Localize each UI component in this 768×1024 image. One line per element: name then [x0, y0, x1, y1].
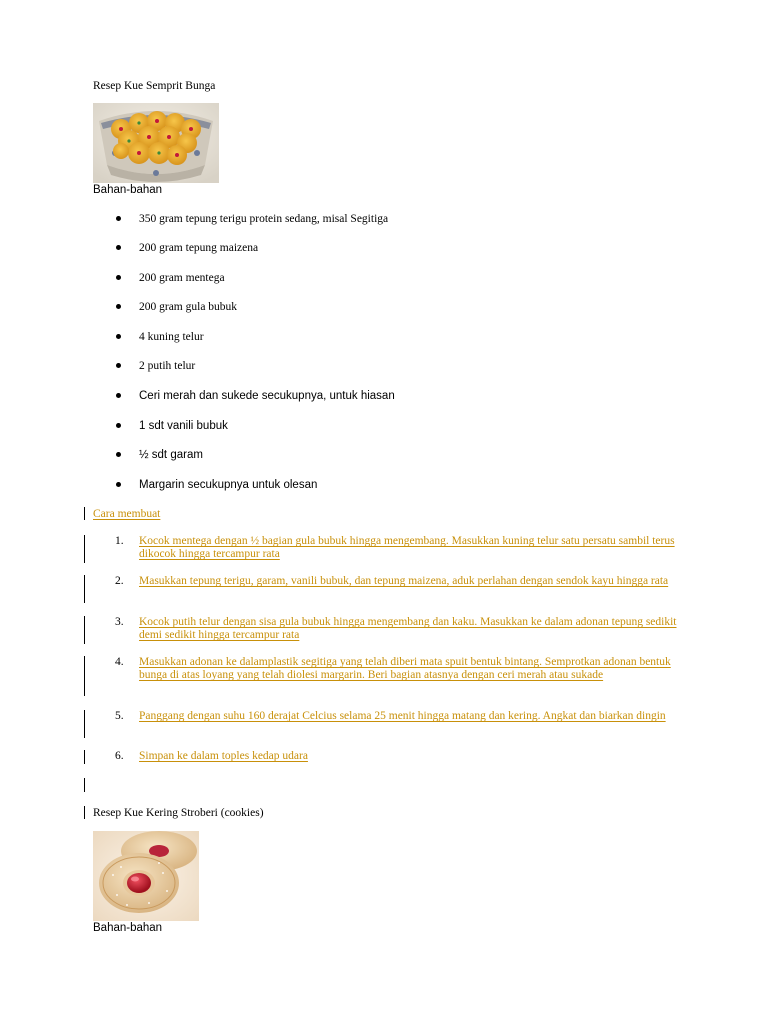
- ingredient-item: Margarin secukupnya untuk olesan: [0, 478, 600, 494]
- recipe2-photo: [93, 831, 199, 921]
- step-link[interactable]: Masukkan tepung terigu, garam, vanili bubuk, dan tepung maizena, aduk perlahan dengan sendok kayu hingga rata: [139, 575, 669, 587]
- bullet-icon: [116, 482, 121, 487]
- bullet-icon: [116, 304, 121, 309]
- step-link[interactable]: Simpan ke dalam toples kedap udara: [139, 750, 308, 762]
- bullet-icon: [116, 423, 121, 428]
- semprit-cookies-image: [93, 103, 219, 183]
- ingredient-item: 4 kuning telur: [0, 330, 600, 346]
- ingredient-item: 200 gram mentega: [0, 271, 600, 287]
- recipe1-photo: [93, 103, 219, 183]
- recipe1-title: Resep Kue Semprit Bunga: [93, 80, 216, 92]
- step-link[interactable]: Masukkan adonan ke dalamplastik segitiga yang telah diberi mata spuit bentuk bintang. Semprotkan adonan bentuk bunga di atas loyang yang telah diolesi margarin. Beri bagian atasnya dengan ceri merah atau sukade: [139, 656, 671, 681]
- bullet-icon: [116, 245, 121, 250]
- step-link[interactable]: Panggang dengan suhu 160 derajat Celcius selama 25 menit hingga matang dan kering. Angkat dan biarkan dingin: [139, 710, 666, 722]
- ingredient-item: 200 gram gula bubuk: [0, 300, 600, 316]
- ingredient-item: 2 putih telur: [0, 359, 600, 375]
- ingredient-item: 200 gram tepung maizena: [0, 241, 600, 257]
- recipe2-ingredients-heading: Bahan-bahan: [93, 922, 163, 934]
- bullet-icon: [116, 393, 121, 398]
- change-bar: [84, 616, 85, 644]
- change-bar: [84, 575, 85, 603]
- method-heading-link[interactable]: Cara membuat: [93, 508, 161, 520]
- recipe2-title: Resep Kue Kering Stroberi (cookies): [93, 807, 264, 819]
- change-bar: [84, 535, 85, 563]
- bullet-icon: [116, 452, 121, 457]
- ingredient-item: 350 gram tepung terigu protein sedang, misal Segitiga: [0, 212, 600, 228]
- ingredient-item: 1 sdt vanili bubuk: [0, 419, 600, 435]
- step-link[interactable]: Kocok mentega dengan ½ bagian gula bubuk hingga mengembang. Masukkan kuning telur satu persatu sambil terus dikocok hingga tercampur rata: [139, 535, 675, 560]
- strawberry-cookie-image: [93, 831, 199, 921]
- bullet-icon: [116, 216, 121, 221]
- bullet-icon: [116, 334, 121, 339]
- recipe1-ingredients-heading: Bahan-bahan: [93, 184, 163, 196]
- ingredient-item: Ceri merah dan sukede secukupnya, untuk hiasan: [0, 389, 600, 405]
- document-page: Resep Kue Semprit Bunga Bahan-bahan 350 gram tepung terigu protein sedang, misal Segitiga 200 gram tepung maizena 200 gram mentega 200 gram gula bubuk 4 kuning telur 2 putih telur Ceri merah dan sukede secukupnya, untuk hiasan 1 sdt vanili bubuk ½ sdt garam Margarin secukupnya untuk olesan Cara membuat 1. Kocok mentega dengan ½ bagian gula bubuk hingga mengembang. Masukkan kuning telur satu persatu sambil terus dikocok hingga tercampur rata 2. Masukkan tepung terigu, garam, vanili bubuk, dan tepung maizena, aduk perlahan dengan sendok kayu hingga rata 3. Kocok putih telur dengan sisa gula bubuk hingga mengembang dan kaku. Masukkan ke dalam adonan tepung sedikit demi sedikit hingga tercampur rata 4. Masukkan adonan ke dalamplastik segitiga yang telah diberi mata spuit bentuk bintang. Semprotkan adonan bentuk bunga di atas loyang yang telah diolesi margarin. Beri bagian atasnya dengan ceri merah atau sukade 5. Panggang dengan suhu 160 derajat Celcius selama 25 menit hingga matang dan kering. Angkat dan biarkan dingin 6. Simpan ke dalam toples kedap udara Resep Kue Kering Stroberi (cookies) Bahan-bahan: [0, 0, 768, 1024]
- bullet-icon: [116, 363, 121, 368]
- change-bar: [84, 806, 85, 819]
- change-bar: [84, 778, 85, 792]
- change-bar: [84, 507, 85, 520]
- step-link[interactable]: Kocok putih telur dengan sisa gula bubuk hingga mengembang dan kaku. Masukkan ke dalam adonan tepung sedikit demi sedikit hingga tercampur rata: [139, 616, 677, 641]
- ingredient-item: ½ sdt garam: [0, 448, 600, 464]
- bullet-icon: [116, 275, 121, 280]
- change-bar: [84, 710, 85, 738]
- change-bar: [84, 750, 85, 764]
- change-bar: [84, 656, 85, 696]
